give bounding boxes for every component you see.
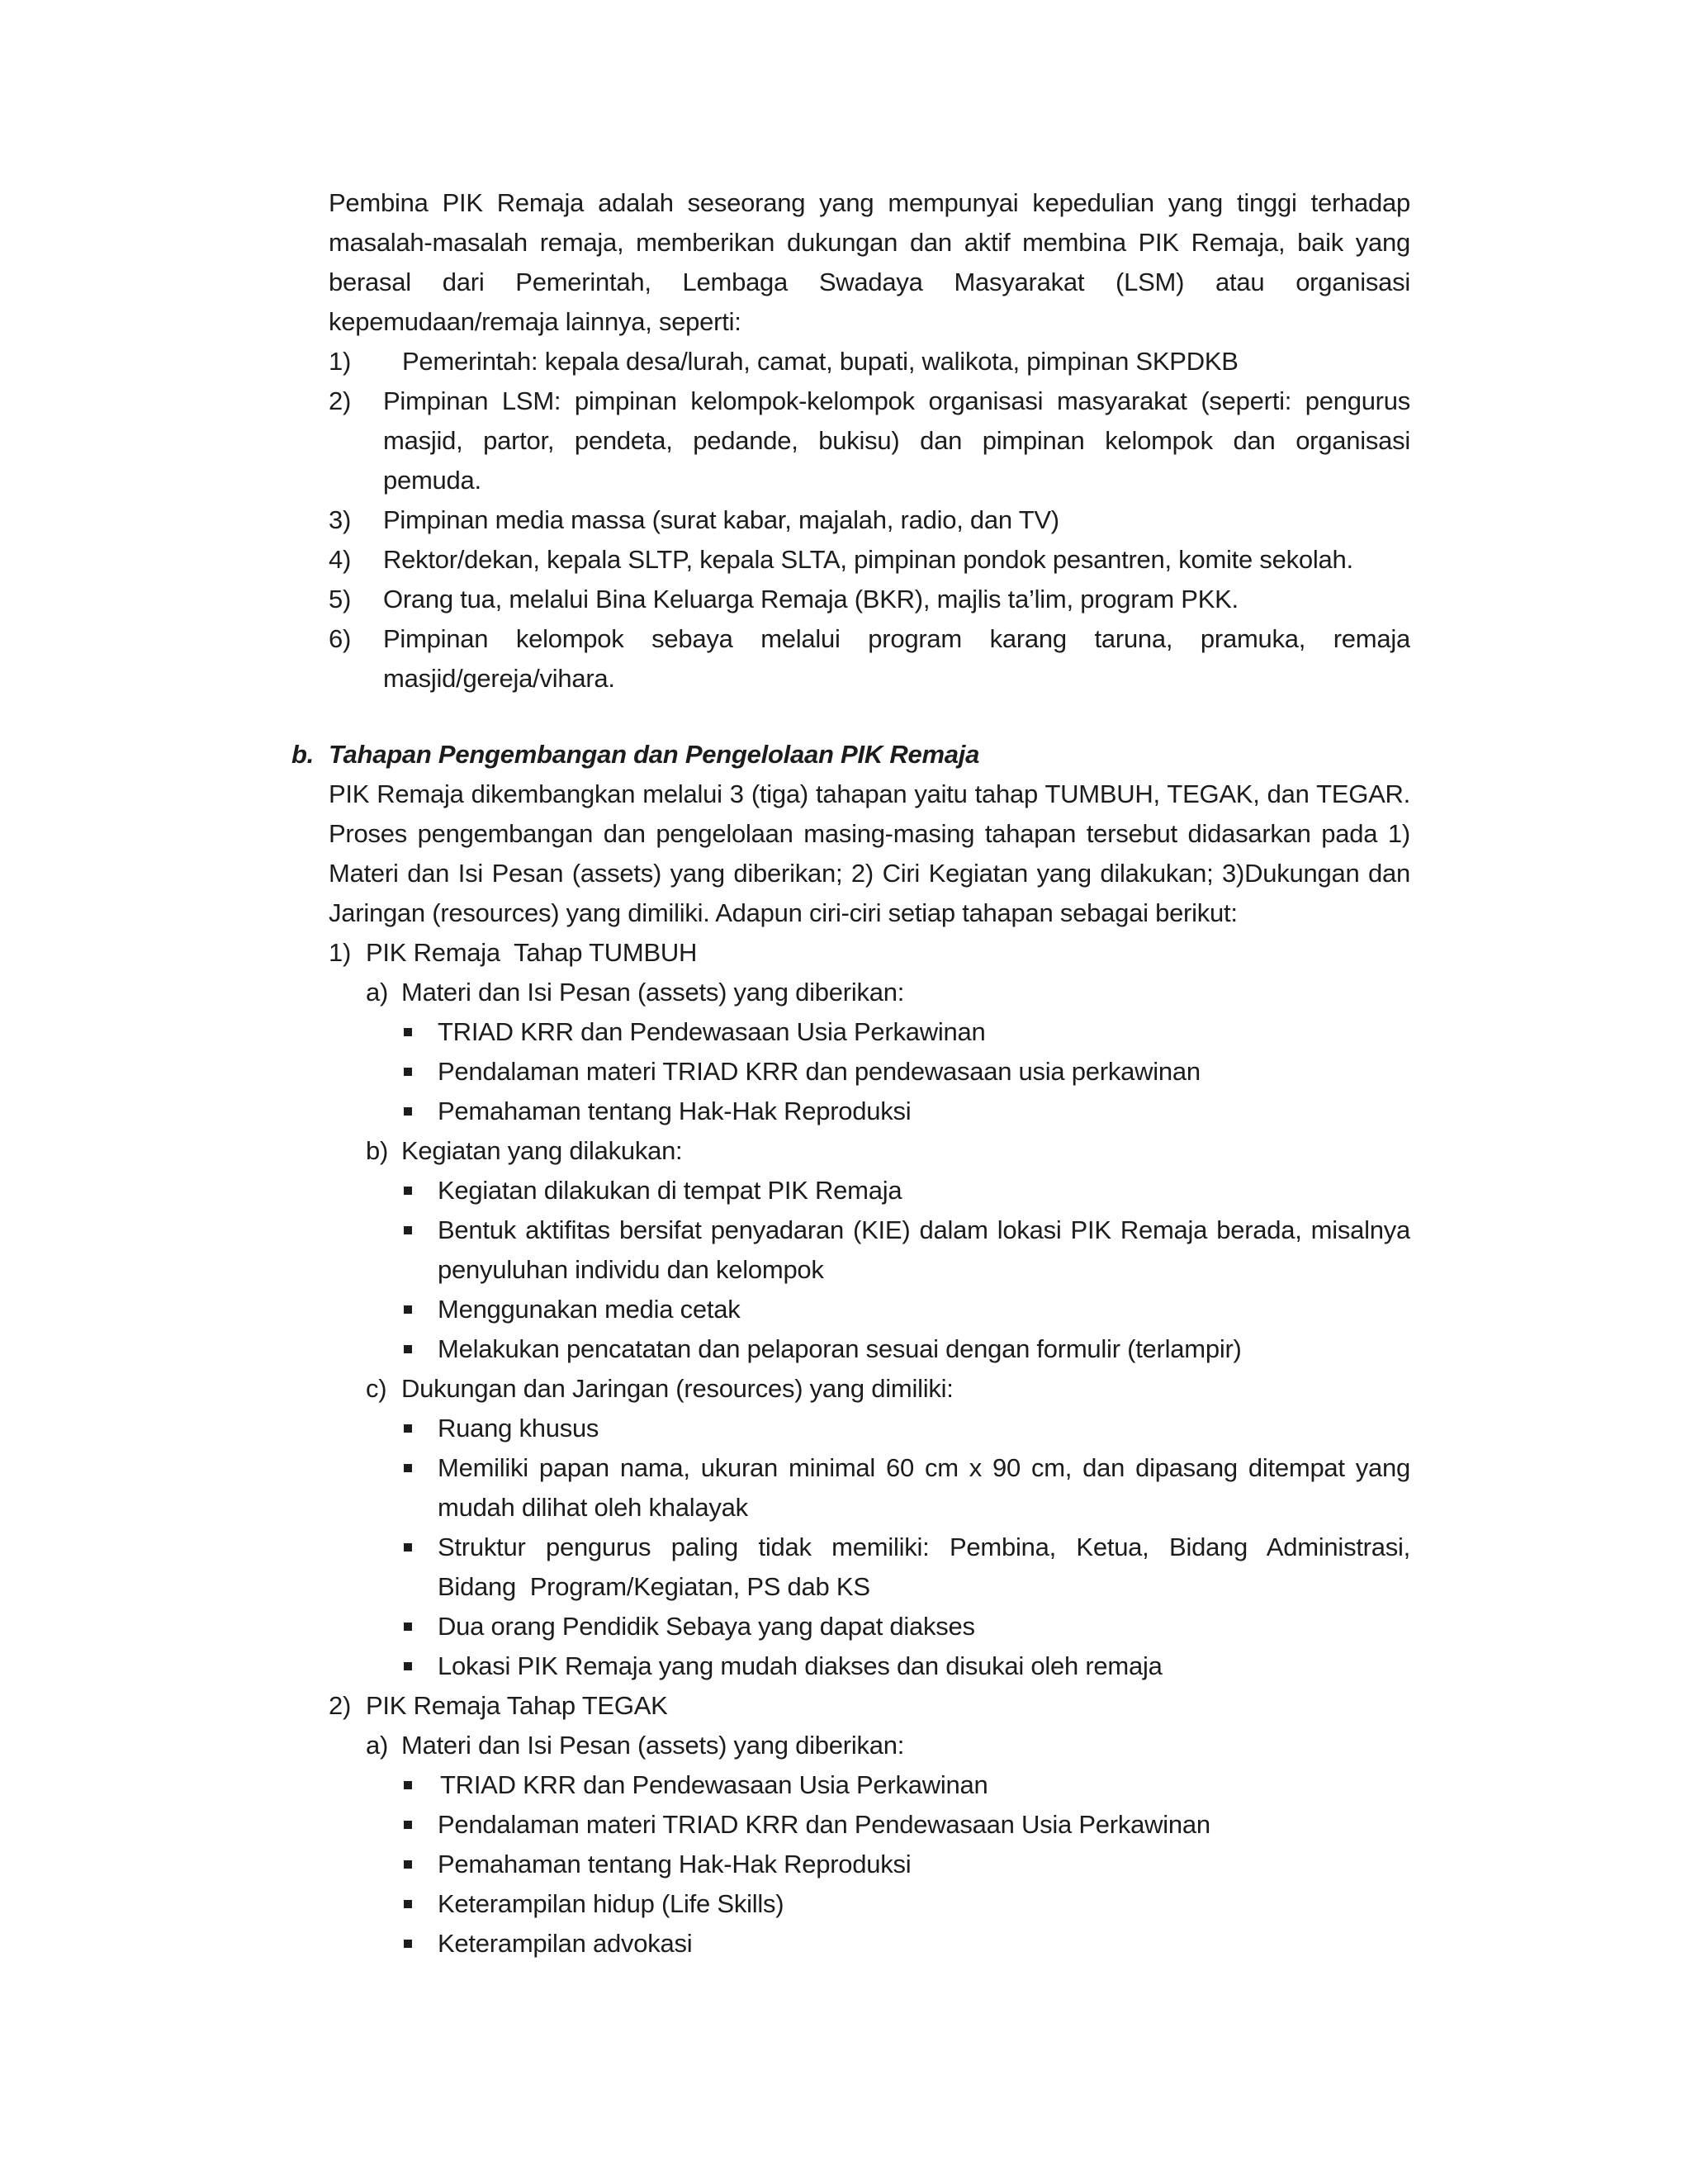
stage-title: PIK Remaja Tahap TUMBUH	[366, 938, 698, 967]
list-number: 5)	[329, 585, 352, 614]
bullet-item: Memiliki papan nama, ukuran minimal 60 cm x 90 cm, dan dipasang ditempat yang	[438, 1453, 1410, 1482]
bullet-item: Menggunakan media cetak	[438, 1295, 741, 1324]
bullet-icon	[404, 1305, 412, 1314]
stage-title: PIK Remaja Tahap TEGAK	[366, 1691, 668, 1720]
list-item-continuation: masjid, partor, pendeta, pedande, bukisu) dan pimpinan kelompok dan organisasi	[383, 426, 1410, 455]
bullet-icon	[404, 1860, 412, 1869]
list-item: Rektor/dekan, kepala SLTP, kepala SLTA, pimpinan pondok pesantren, komite sekolah.	[383, 545, 1353, 574]
bullet-item: Pemahaman tentang Hak-Hak Reproduksi	[438, 1850, 912, 1878]
bullet-icon	[404, 1821, 412, 1829]
list-number: 3)	[329, 505, 352, 534]
list-item: Orang tua, melalui Bina Keluarga Remaja (BKR), majlis ta’lim, program PKK.	[383, 585, 1239, 614]
bullet-item: Pemahaman tentang Hak-Hak Reproduksi	[438, 1097, 912, 1125]
bullet-icon	[404, 1543, 412, 1552]
bullet-item-continuation: mudah dilihat oleh khalayak	[438, 1493, 748, 1522]
paragraph-line: PIK Remaja dikembangkan melalui 3 (tiga) tahapan yaitu tahap TUMBUH, TEGAK, dan TEGAR.	[329, 779, 1410, 808]
list-item: Pemerintah: kepala desa/lurah, camat, bupati, walikota, pimpinan SKPDKB	[402, 347, 1239, 376]
subsection-title: Dukungan dan Jaringan (resources) yang dimiliki:	[401, 1374, 954, 1403]
subsection-title: Kegiatan yang dilakukan:	[401, 1136, 683, 1165]
bullet-icon	[404, 1464, 412, 1472]
subsection-label: b)	[366, 1136, 389, 1165]
bullet-icon	[404, 1226, 412, 1234]
list-number: 1)	[329, 347, 352, 376]
list-number: 4)	[329, 545, 352, 574]
list-item-continuation: pemuda.	[383, 466, 481, 495]
paragraph-line: Jaringan (resources) yang dimiliki. Adapun ciri-ciri setiap tahapan sebagai berikut:	[329, 898, 1238, 927]
intro-line: Pembina PIK Remaja adalah seseorang yang mempunyai kepedulian yang tinggi terhadap	[329, 188, 1410, 217]
bullet-icon	[404, 1068, 412, 1076]
list-number: 6)	[329, 624, 352, 653]
bullet-item: Keterampilan hidup (Life Skills)	[438, 1889, 784, 1918]
bullet-item: Kegiatan dilakukan di tempat PIK Remaja	[438, 1176, 902, 1205]
stage-number: 1)	[329, 938, 352, 967]
bullet-icon	[404, 1028, 412, 1036]
bullet-item: Bentuk aktifitas bersifat penyadaran (KIE) dalam lokasi PIK Remaja berada, misalnya	[438, 1215, 1410, 1244]
list-item: Pimpinan kelompok sebaya melalui program karang taruna, pramuka, remaja	[383, 624, 1410, 653]
intro-line: masalah-masalah remaja, memberikan dukungan dan aktif membina PIK Remaja, baik yang	[329, 228, 1410, 257]
stage-number: 2)	[329, 1691, 352, 1720]
list-number: 2)	[329, 386, 352, 415]
bullet-icon	[404, 1623, 412, 1631]
subsection-label: a)	[366, 1731, 389, 1760]
bullet-item: TRIAD KRR dan Pendewasaan Usia Perkawinan	[438, 1017, 986, 1046]
subsection-title: Materi dan Isi Pesan (assets) yang diberikan:	[401, 978, 905, 1007]
list-item: Pimpinan media massa (surat kabar, majalah, radio, dan TV)	[383, 505, 1059, 534]
section-heading: Tahapan Pengembangan dan Pengelolaan PIK Remaja	[329, 740, 980, 769]
bullet-item: Keterampilan advokasi	[438, 1929, 693, 1958]
subsection-label: c)	[366, 1374, 387, 1403]
bullet-item: Pendalaman materi TRIAD KRR dan Pendewasaan Usia Perkawinan	[438, 1810, 1210, 1839]
paragraph-line: Proses pengembangan dan pengelolaan masing-masing tahapan tersebut didasarkan pada 1)	[329, 819, 1410, 848]
bullet-icon	[404, 1424, 412, 1433]
bullet-item-continuation: Bidang Program/Kegiatan, PS dab KS	[438, 1572, 870, 1601]
bullet-item: Struktur pengurus paling tidak memiliki: Pembina, Ketua, Bidang Administrasi,	[438, 1533, 1410, 1561]
paragraph-line: Materi dan Isi Pesan (assets) yang diberikan; 2) Ciri Kegiatan yang dilakukan; 3)Dukungan dan	[329, 859, 1410, 888]
bullet-item: Lokasi PIK Remaja yang mudah diakses dan disukai oleh remaja	[438, 1651, 1163, 1680]
list-item: Pimpinan LSM: pimpinan kelompok-kelompok organisasi masyarakat (seperti: pengurus	[383, 386, 1410, 415]
intro-line: kepemudaan/remaja lainnya, seperti:	[329, 307, 741, 336]
bullet-icon	[404, 1940, 412, 1948]
list-item-continuation: masjid/gereja/vihara.	[383, 664, 615, 693]
bullet-item: TRIAD KRR dan Pendewasaan Usia Perkawinan	[440, 1770, 988, 1799]
bullet-item: Pendalaman materi TRIAD KRR dan pendewasaan usia perkawinan	[438, 1057, 1201, 1086]
bullet-item-continuation: penyuluhan individu dan kelompok	[438, 1255, 824, 1284]
bullet-icon	[404, 1187, 412, 1195]
bullet-icon	[404, 1345, 412, 1353]
subsection-title: Materi dan Isi Pesan (assets) yang diberikan:	[401, 1731, 905, 1760]
intro-line: berasal dari Pemerintah, Lembaga Swadaya Masyarakat (LSM) atau organisasi	[329, 268, 1410, 296]
section-marker: b.	[291, 740, 315, 769]
bullet-item: Ruang khusus	[438, 1414, 599, 1443]
bullet-icon	[404, 1107, 412, 1116]
subsection-label: a)	[366, 978, 389, 1007]
bullet-icon	[404, 1900, 412, 1908]
bullet-item: Melakukan pencatatan dan pelaporan sesuai dengan formulir (terlampir)	[438, 1334, 1242, 1363]
bullet-icon	[404, 1781, 412, 1789]
bullet-icon	[404, 1662, 412, 1670]
bullet-item: Dua orang Pendidik Sebaya yang dapat diakses	[438, 1612, 975, 1641]
